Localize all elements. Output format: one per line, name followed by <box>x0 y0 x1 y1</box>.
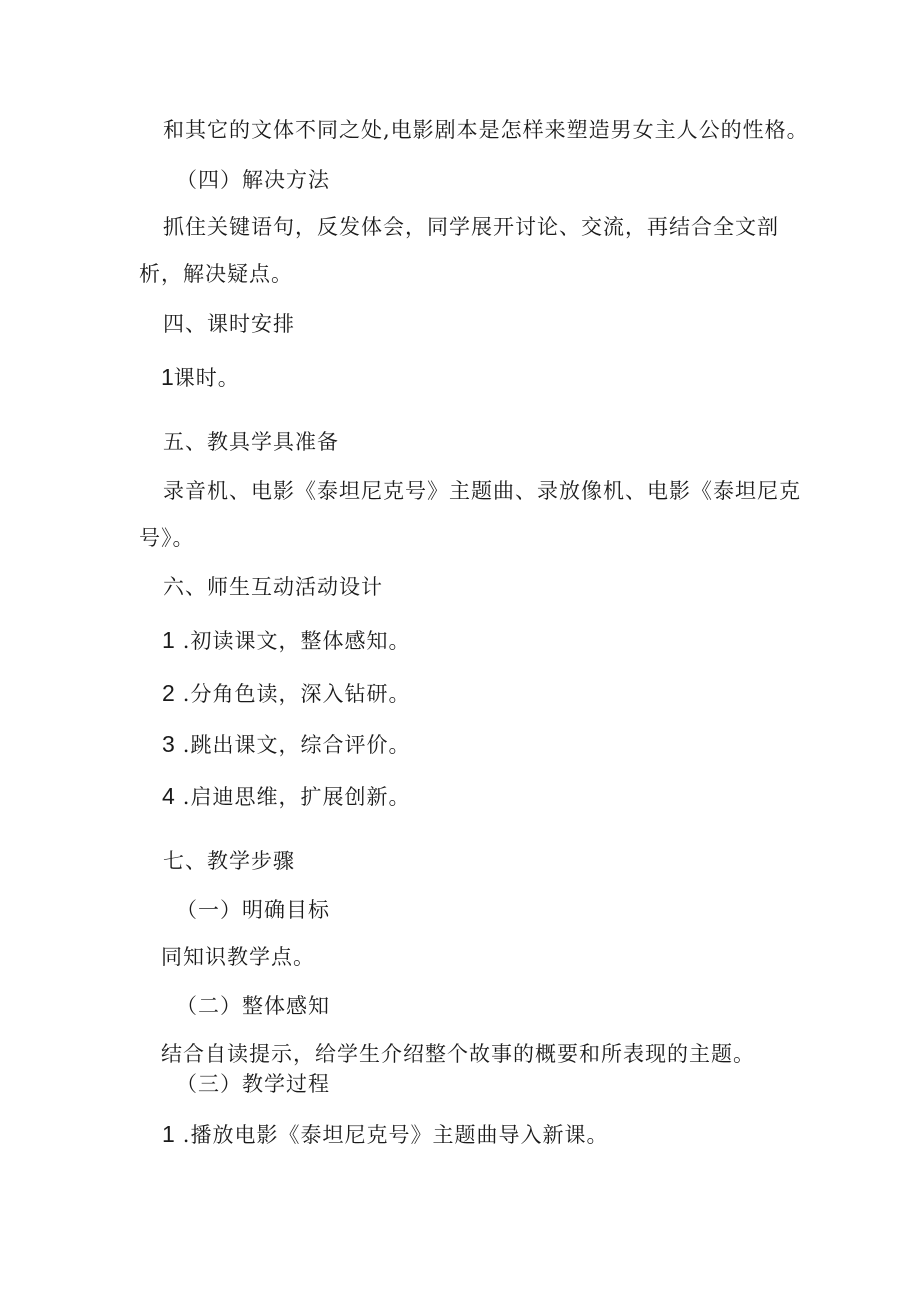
subsection-heading: （一）明确目标 <box>176 898 330 922</box>
list-number: 3 <box>162 731 175 757</box>
list-item <box>162 1123 608 1146</box>
section-heading: 五、教具学具准备 <box>163 430 339 454</box>
list-number: 1 <box>162 627 175 653</box>
paragraph-line: 和其它的文体不同之处,电影剧本是怎样来塑造男女主人公的性格。 <box>163 118 809 142</box>
list-item <box>162 682 410 705</box>
section-heading: 六、师生互动活动设计 <box>163 575 383 599</box>
list-number: 1 <box>161 364 174 390</box>
list-item <box>162 733 410 756</box>
subsection-heading: （二）整体感知 <box>176 994 330 1018</box>
paragraph-line: 结合自读提示，给学生介绍整个故事的概要和所表现的主题。 <box>161 1042 755 1066</box>
list-item-text: .跳出课文，综合评价。 <box>182 733 411 757</box>
paragraph-line: 析，解决疑点。 <box>139 262 293 286</box>
list-number: 1 <box>162 1121 175 1147</box>
list-item <box>162 785 410 808</box>
paragraph-line: 号》。 <box>139 526 195 550</box>
list-item-text: .播放电影《泰坦尼克号》主题曲导入新课。 <box>182 1123 609 1147</box>
list-number: 4 <box>162 783 175 809</box>
subsection-heading: （三）教学过程 <box>176 1072 330 1096</box>
list-item-text: .分角色读，深入钻研。 <box>182 682 411 706</box>
list-item-text: .启迪思维，扩展创新。 <box>182 785 411 809</box>
list-item <box>162 629 410 652</box>
paragraph-line <box>161 366 240 389</box>
list-number: 2 <box>162 680 175 706</box>
paragraph-line: 抓住关键语句，反发体会，同学展开讨论、交流，再结合全文剖 <box>163 215 779 239</box>
paragraph-text: 课时。 <box>173 366 240 390</box>
paragraph-line: 录音机、电影《泰坦尼克号》主题曲、录放像机、电影《泰坦尼克 <box>163 479 801 503</box>
section-heading: 四、课时安排 <box>163 312 295 336</box>
paragraph-line: 同知识教学点。 <box>161 945 315 969</box>
section-heading: 七、教学步骤 <box>163 849 295 873</box>
subsection-heading: （四）解决方法 <box>176 168 330 192</box>
list-item-text: .初读课文，整体感知。 <box>182 629 411 653</box>
